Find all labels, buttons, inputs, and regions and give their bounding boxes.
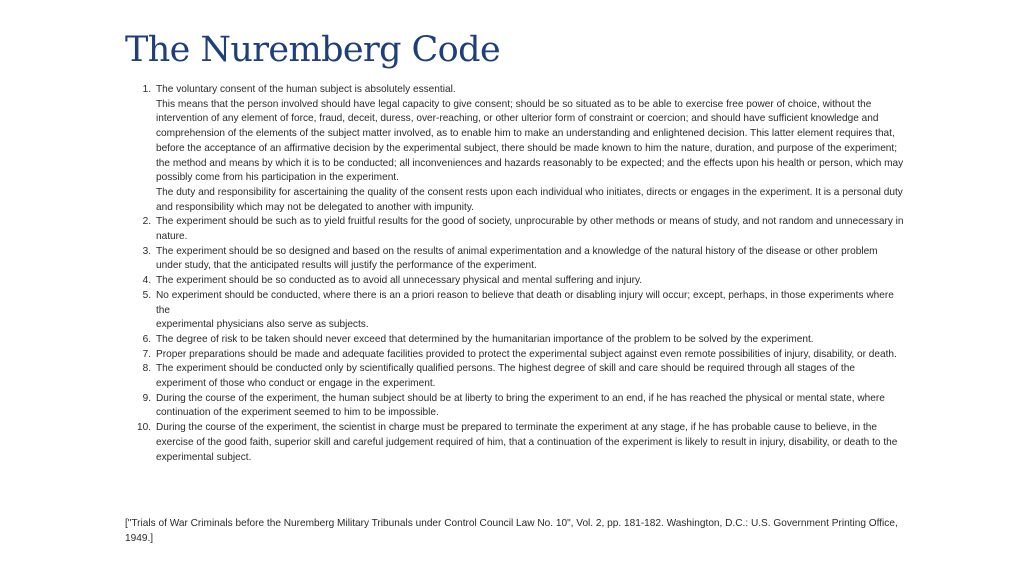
article-item	[136, 289, 904, 333]
article-paragraph: No experiment should be conducted, where there is an a priori reason to believe that death or disabling injury will occur; except, perhaps, in those experiments where the	[156, 289, 894, 316]
article-number: 5.	[142, 289, 151, 301]
article-item	[136, 215, 904, 244]
article-number: 6.	[142, 333, 151, 345]
article-item	[136, 348, 904, 363]
article-number: 10.	[136, 422, 151, 434]
article-item	[136, 421, 904, 465]
article-paragraph: The experiment should be so designed and based on the results of animal experimentation and a knowledge of the natural history of the disease or other problem under study, that the anticipated results will justify the performance of the experiment.	[156, 245, 878, 272]
article-number: 8.	[142, 363, 151, 375]
article-paragraph: Proper preparations should be made and adequate facilities provided to protect the experimental subject against even remote possibilities of injury, disability, or death.	[156, 348, 897, 360]
article-item	[136, 392, 904, 421]
article-number: 7.	[142, 348, 151, 360]
article-number: 3.	[142, 245, 151, 257]
article-item	[136, 245, 904, 274]
citation: ["Trials of War Criminals before the Nuremberg Military Tribunals under Control Council Law No. 10", Vol. 2, pp. 181-182. Washington, D.C.: U.S. Government Printing Office, 1949.]	[125, 518, 898, 544]
article-item	[136, 274, 904, 289]
article-paragraph: The duty and responsibility for ascertaining the quality of the consent rests upon each individual who initiates, directs or engages in the experiment. It is a personal duty and responsibility which may not be delegated to another with impunity.	[156, 186, 903, 213]
article-paragraph: The degree of risk to be taken should never exceed that determined by the humanitarian importance of the problem to be solved by the experiment.	[156, 333, 814, 345]
article-paragraph: During the course of the experiment, the scientist in charge must be prepared to terminate the experiment at any stage, if he has probable cause to believe, in the exercise of the good faith, superior skill and careful judgement required of him, that a continuation of the experiment is likely to result in injury, disability, or death to the experimental subject.	[156, 422, 898, 463]
article-paragraph: The voluntary consent of the human subject is absolutely essential.	[156, 84, 456, 95]
page-title: The Nuremberg Code	[125, 30, 501, 70]
article-number: 2.	[142, 216, 151, 228]
article-number: 1.	[142, 84, 151, 95]
article-item	[136, 83, 904, 215]
article-item	[136, 333, 904, 348]
article-paragraph: The experiment should be so conducted as to avoid all unnecessary physical and mental suffering and injury.	[156, 275, 643, 287]
article-paragraph: The experiment should be conducted only by scientifically qualified persons. The highest degree of skill and care should be required through all stages of the experiment of those who conduct or engage in the experiment.	[156, 363, 855, 390]
article-paragraph: This means that the person involved should have legal capacity to give consent; should be so situated as to be able to exercise free power of choice, without the intervention of any element of force, fraud, deceit, duress, over-reaching, or other ulterior form of constraint or coercion; and should have sufficient knowledge and comprehension of the elements of the subject matter involved, as to enable him to make an understanding and enlightened decision. This latter element requires that, before the acceptance of an affirmative decision by the experimental subject, there should be made known to him the nature, duration, and purpose of the experiment; the method and means by which it is to be conducted; all inconveniences and hazards reasonably to be expected; and the effects upon his health or person, which may possibly come from his participation in the experiment.	[156, 98, 904, 184]
article-number: 9.	[142, 392, 151, 404]
article-item	[136, 362, 904, 391]
article-paragraph: During the course of the experiment, the human subject should be at liberty to bring the experiment to an end, if he has reached the physical or mental state, where continuation of the experiment seemed to him to be impossible.	[156, 392, 885, 419]
article-number: 4.	[142, 275, 151, 287]
article-paragraph: The experiment should be such as to yield fruitful results for the good of society, unprocurable by other methods or means of study, and not random and unnecessary in nature.	[156, 216, 904, 243]
article-paragraph: experimental physicians also serve as subjects.	[156, 319, 369, 331]
articles-list	[136, 83, 904, 465]
